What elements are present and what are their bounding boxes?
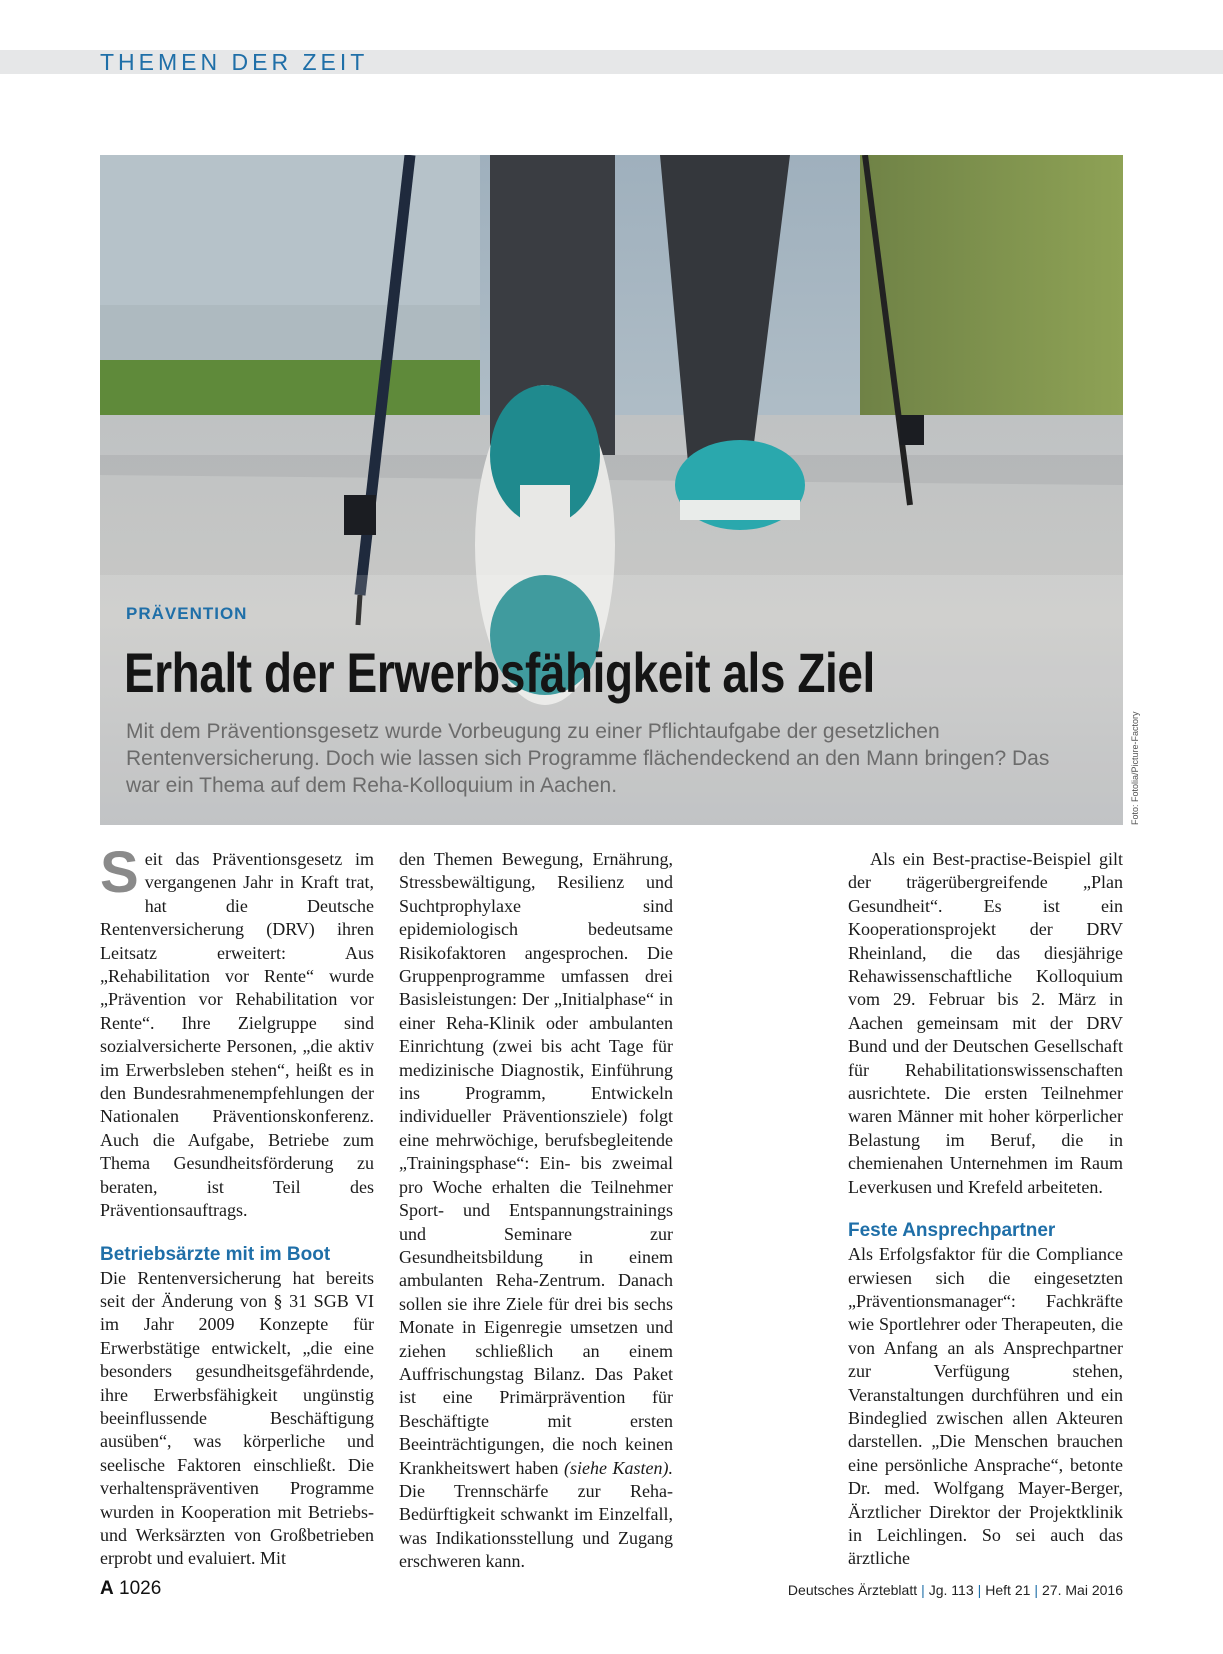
article-kicker: PRÄVENTION — [126, 604, 248, 623]
section-header: THEMEN DER ZEIT — [100, 49, 369, 75]
page-prefix: A — [100, 1578, 114, 1599]
intro-paragraph — [100, 840, 374, 1223]
issue: Heft 21 — [985, 1582, 1031, 1598]
separator: | — [921, 1582, 925, 1598]
body-paragraph-2 — [399, 848, 673, 1574]
column-3 — [848, 848, 1123, 1571]
subhead-ansprechpartner: Feste Ansprechpartner — [848, 1220, 1056, 1242]
separator: | — [1034, 1582, 1039, 1598]
page-number — [100, 1578, 161, 1600]
journal-info — [788, 1582, 1123, 1598]
journal-name: Deutsches Ärzteblatt — [787, 1582, 918, 1598]
body-paragraph-4: Als Erfolgsfaktor für die Compliance erwiesen sich die eingesetzten „Präventionsmanager“: Fachkräfte wie Sportlehrer oder Therapeuten, die von Anfang an als Ansprechpartner zur Verfügung stehen, Veranstaltungen durchführen und ein Bindeglied zwischen allen Akteuren darstellen. „Die Menschen brauchen eine persönliche Ansprache“, betonte Dr. med. Wolfgang Mayer-Berger, Ärztlicher Direktor der Projektklinik in Leichlingen. So sei auch das ärztliche — [848, 1244, 1123, 1569]
drop-cap: S — [100, 840, 139, 905]
column-2 — [399, 848, 673, 1574]
separator: | — [977, 1582, 982, 1598]
column-1 — [100, 840, 374, 1571]
subhead-betriebsaerzte: Betriebsärzte mit im Boot — [100, 1243, 331, 1265]
page-number-value: 1026 — [119, 1578, 162, 1599]
photo-credit: Foto: Fotolia/Picture-Factory — [1130, 711, 1140, 825]
box-reference: (siehe Kasten). — [564, 1457, 673, 1478]
body-text: den Themen Bewegung, Ernährung, Stressbewältigung, Resilienz und Suchtprophylaxe sind epidemiologisch bedeutsame Risikofaktoren angesprochen. Die Gruppenprogramme umfassen drei Basisleistungen: Der „Initialphase“ in einer Reha-Klinik oder ambulanten Einrichtung (zwei bis acht Tage für medizinische Diagnostik, Einführung ins Programm, Entwickeln individueller Präventionsziele) folgt eine mehrwöchige, berufsbegleitende „Trainingsphase“: Ein- bis zweimal pro Woche erhalten die Teilnehmer Sport- und Entspannungstrainings und Seminare zur Gesundheitsbildung in einem ambulanten Reha-Zentrum. Danach sollen sie ihre Ziele für drei bis sechs Monate in Eigenregie umsetzen und ziehen schließlich an einem Auffrischungstag Bilanz. Das Paket ist eine Primärprävention für Beschäftigte mit ersten Beeinträchtigungen, die noch keinen Krankheitswert haben — [399, 849, 673, 1478]
body-text: Die Trennschärfe zur Reha-Bedürftigkeit schwankt im Einzelfall, was Indikationsstellung und Zugang erschweren kann. — [399, 1480, 673, 1572]
volume: Jg. 113 — [928, 1582, 974, 1598]
article-teaser: Mit dem Präventionsgesetz wurde Vorbeugung zu einer Pflichtaufgabe der gesetzlichen Rentenversicherung. Doch wie lassen sich Programme flächendeckend an den Mann bringen? Das war ein Thema auf dem Reha-Kolloquium in Aachen. — [126, 720, 1050, 797]
issue-date: 27. Mai 2016 — [1042, 1582, 1123, 1598]
body-paragraph: Die Rentenversicherung hat bereits seit der Änderung von § 31 SGB VI im Jahr 2009 Konzepte für Erwerbstätige entwickelt, „die eine besonders gesundheitsgefährdende, ihre Erwerbsfähigkeit ungünstig beeinflussende Beschäftigung ausüben“, was körperliche und seelische Faktoren einschließt. Die verhaltenspräventiven Programme wurden in Kooperation mit Betriebs- und Werksärzten von Großbetrieben erprobt und evaluiert. Mit — [100, 1267, 374, 1569]
body-paragraph-3: Als ein Best-practise-Beispiel gilt der trägerübergreifende „Plan Gesundheit“. Es ist ein Kooperationsprojekt der DRV Rheinland, die das diesjährige Rehawissenschaftliche Kolloquium vom 29. Februar bis 2. März in Aachen gemeinsam mit der DRV Bund und der Deutschen Gesellschaft für Rehabilitationswissenschaften ausrichtete. Die ersten Teilnehmer waren Männer mit hoher körperlicher Belastung im Beruf, die in chemienahen Unternehmen im Raum Leverkusen und Krefeld arbeiteten. — [848, 849, 1123, 1197]
article-title: Erhalt der Erwerbsfähigkeit als Ziel — [124, 641, 875, 704]
intro-text: eit das Präventionsgesetz im vergangenen Jahr in Kraft trat, hat die Deutsche Rentenversicherung (DRV) ihren Leitsatz erweitert: Aus „Rehabilitation vor Rente“ wurde „Prävention vor Rehabilitation vor Rente“. Ihre Zielgruppe sind sozialversicherte Personen, „die aktiv im Erwerbsleben stehen“, heißt es in den Bundesrahmenempfehlungen der Nationalen Präventionskonferenz. Auch die Aufgabe, Betriebe zum Thema Gesundheitsförderung zu beraten, ist Teil des Präventionsauftrags. — [100, 849, 374, 1221]
